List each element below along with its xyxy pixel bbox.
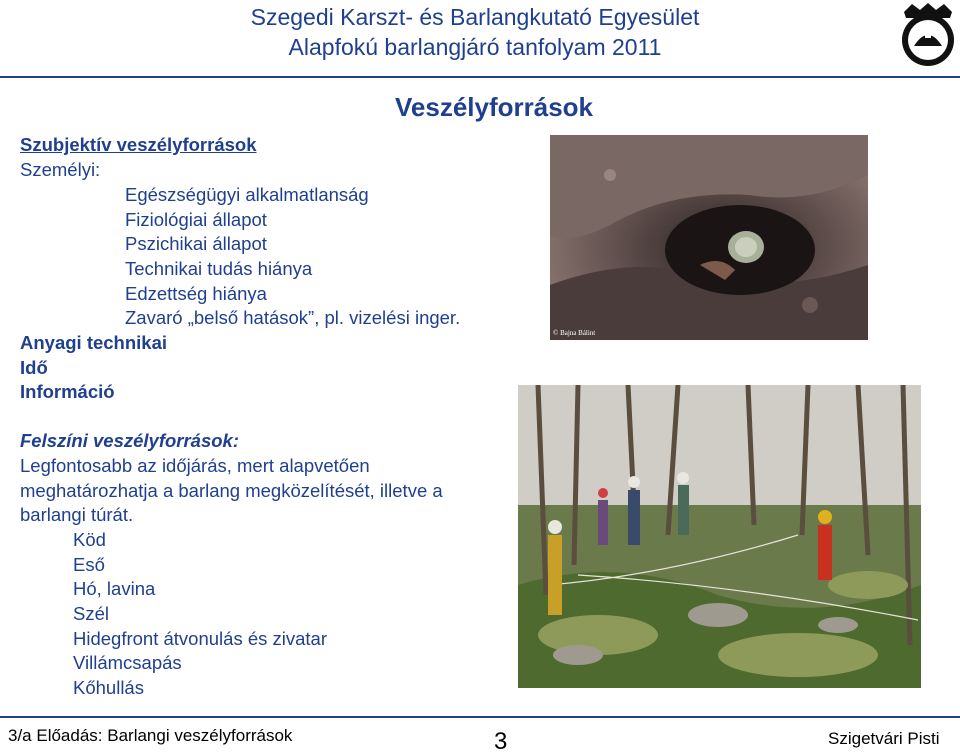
- surface-item: Kőhullás: [73, 677, 144, 698]
- personal-item: Pszichikai állapot: [125, 233, 267, 254]
- club-logo-icon: [898, 2, 958, 68]
- personal-item: Egészségügyi alkalmatlanság: [125, 184, 369, 205]
- header-organization: Szegedi Karszt- és Barlangkutató Egyesület: [250, 4, 700, 30]
- personal-item: Technikai tudás hiánya: [125, 258, 313, 279]
- surface-item: Hidegfront átvonulás és zivatar: [73, 628, 327, 649]
- cave-photo: [550, 135, 868, 340]
- surface-item: Eső: [73, 554, 105, 575]
- footer-author: Szigetvári Pisti: [828, 729, 940, 748]
- surface-item: Szél: [73, 603, 109, 624]
- surface-intro-line: meghatározhatja a barlang megközelítését, illetve a: [20, 480, 443, 501]
- subjective-heading: Szubjektív veszélyforrások: [20, 134, 257, 155]
- surface-heading: Felszíni veszélyforrások:: [20, 430, 240, 451]
- footer-divider: [0, 716, 960, 718]
- footer-lecture: 3/a Előadás: Barlangi veszélyforrások: [8, 726, 293, 745]
- other-item: Anyagi technikai: [20, 332, 168, 353]
- header-course: Alapfokú barlangjáró tanfolyam 2011: [288, 34, 662, 60]
- surface-intro-line: barlangi túrát.: [20, 504, 134, 525]
- other-item: Idő: [20, 357, 48, 378]
- personal-label: Személyi:: [20, 159, 101, 180]
- surface-item: Hó, lavina: [73, 578, 156, 599]
- personal-item: Zavaró „belső hatások”, pl. vizelési inger.: [125, 307, 461, 328]
- personal-item: Fiziológiai állapot: [125, 209, 267, 230]
- photo-credit: © Bajna Bálint: [553, 329, 596, 337]
- surface-item: Villámcsapás: [73, 652, 182, 673]
- page-number: 3: [494, 728, 508, 755]
- personal-item: Edzettség hiánya: [125, 283, 267, 304]
- surface-intro-line: Legfontosabb az időjárás, mert alapvetően: [20, 455, 370, 476]
- slide-title: Veszélyforrások: [395, 92, 594, 122]
- surface-item: Köd: [73, 529, 106, 550]
- other-item: Információ: [20, 381, 115, 402]
- header-divider: [0, 76, 960, 78]
- forest-photo: [518, 385, 921, 688]
